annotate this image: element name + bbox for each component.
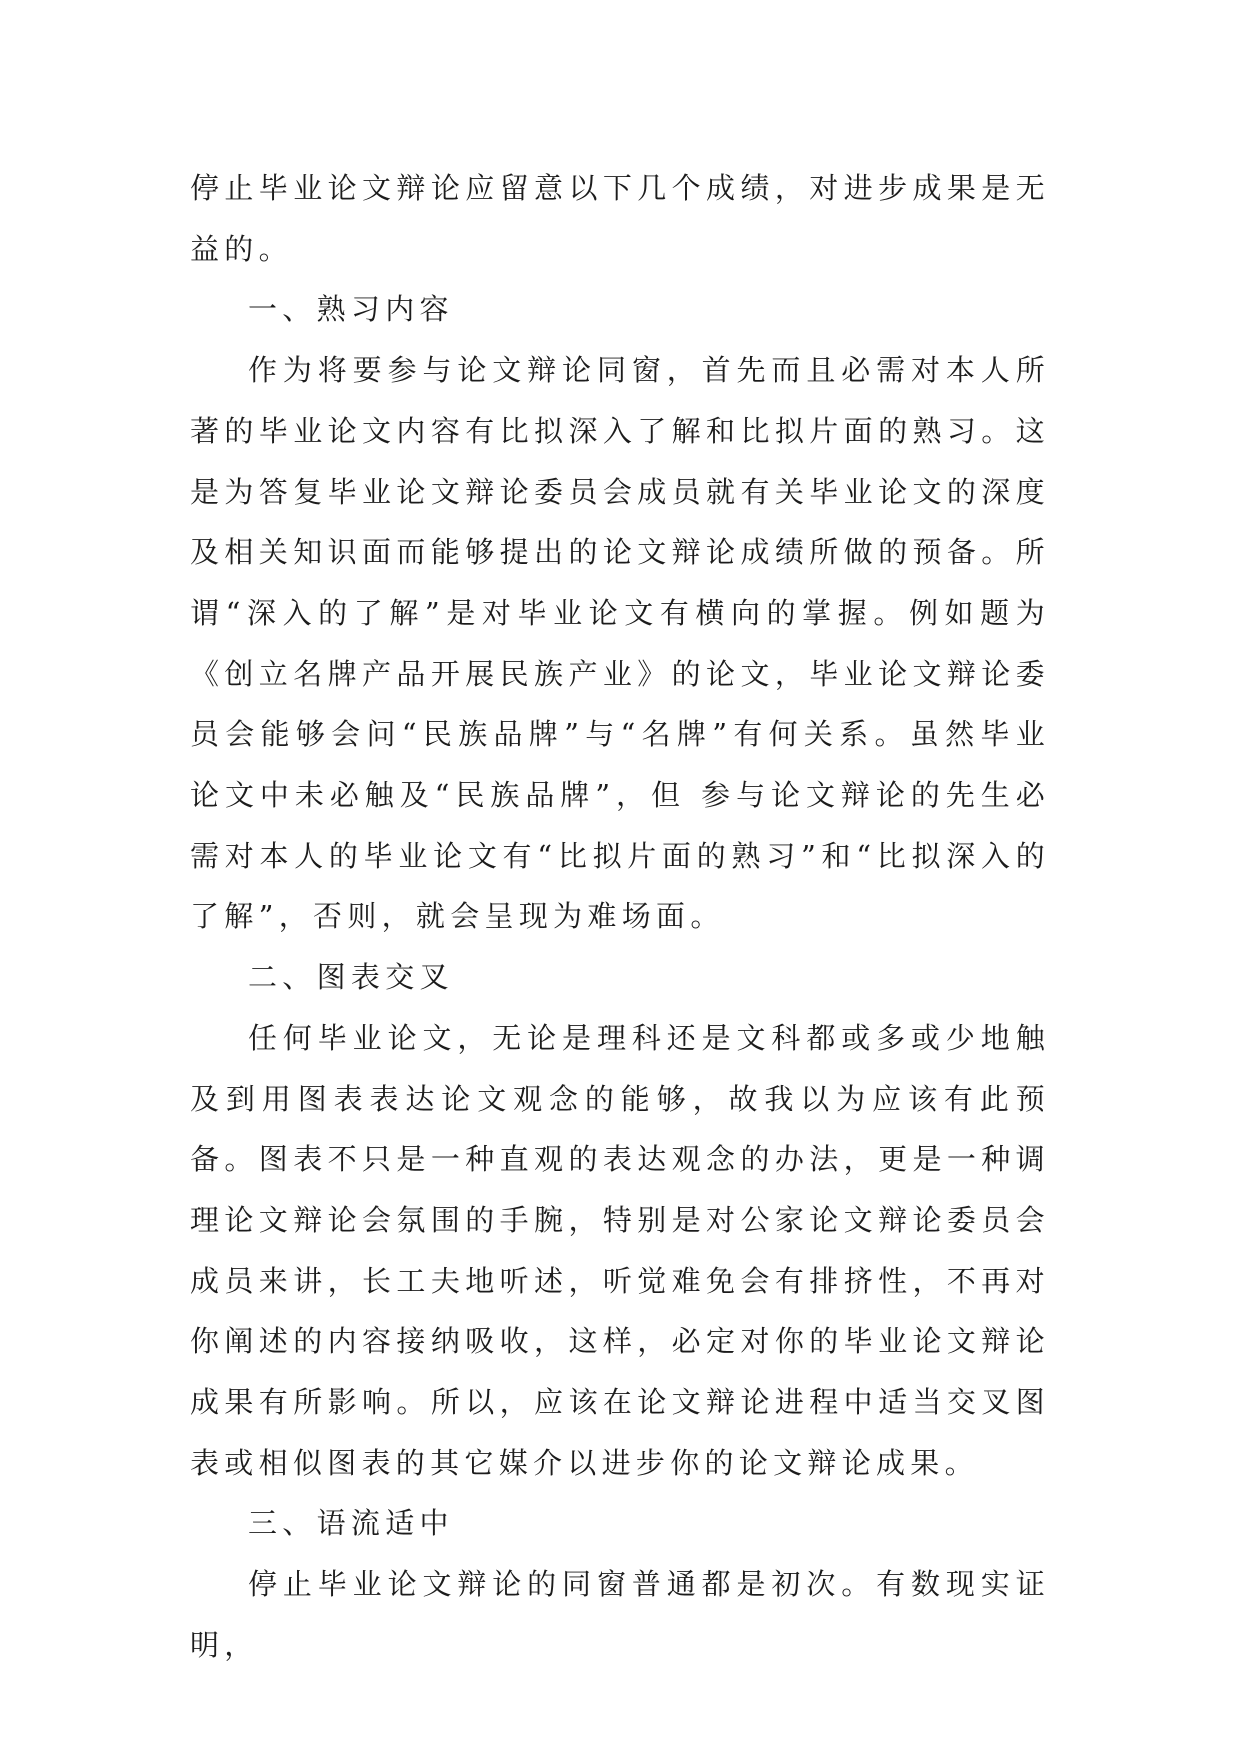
section-heading-familiarize-content: 一、熟习内容 bbox=[248, 292, 454, 327]
section-paragraph-speech-pace: 停止毕业论文辩论的同窗普通都是初次。有数现实证明， bbox=[190, 1567, 1050, 1662]
intro-paragraph: 停止毕业论文辩论应留意以下几个成绩，对进步成果是无益的。 bbox=[190, 171, 1050, 266]
section-heading-speech-pace: 三、语流适中 bbox=[248, 1506, 454, 1541]
section-paragraph-familiarize-content: 作为将要参与论文辩论同窗，首先而且必需对本人所著的毕业论文内容有比拟深入了解和比拟片面的熟习。这是为答复毕业论文辩论委员会成员就有关毕业论文的深度及相关知识面而能够提出的论文辩论成绩所做的预备。所谓“深入的了解”是对毕业论文有横向的掌握。例如题为《创立名牌产品开展民族产业》的论文，毕业论文辩论委员会能够会问“民族品牌”与“名牌”有何关系。虽然毕业论文中未必触及“民族品牌”，但 参与论文辩论的先生必需对本人的毕业论文有“比拟片面的熟习”和“比拟深入的了解”，否则，就会呈现为难场面。 bbox=[190, 353, 1050, 934]
section-paragraph-charts: 任何毕业论文，无论是理科还是文科都或多或少地触及到用图表表达论文观念的能够，故我以为应该有此预备。图表不只是一种直观的表达观念的办法，更是一种调理论文辩论会氛围的手腕，特别是对公家论文辩论委员会成员来讲，长工夫地听述，听觉难免会有排挤性，不再对你阐述的内容接纳吸收，这样，必定对你的毕业论文辩论成果有所影响。所以，应该在论文辩论进程中适当交叉图表或相似图表的其它媒介以进步你的论文辩论成果。 bbox=[190, 1020, 1050, 1480]
document-body bbox=[190, 158, 1050, 1676]
section-heading-charts: 二、图表交叉 bbox=[248, 960, 454, 995]
